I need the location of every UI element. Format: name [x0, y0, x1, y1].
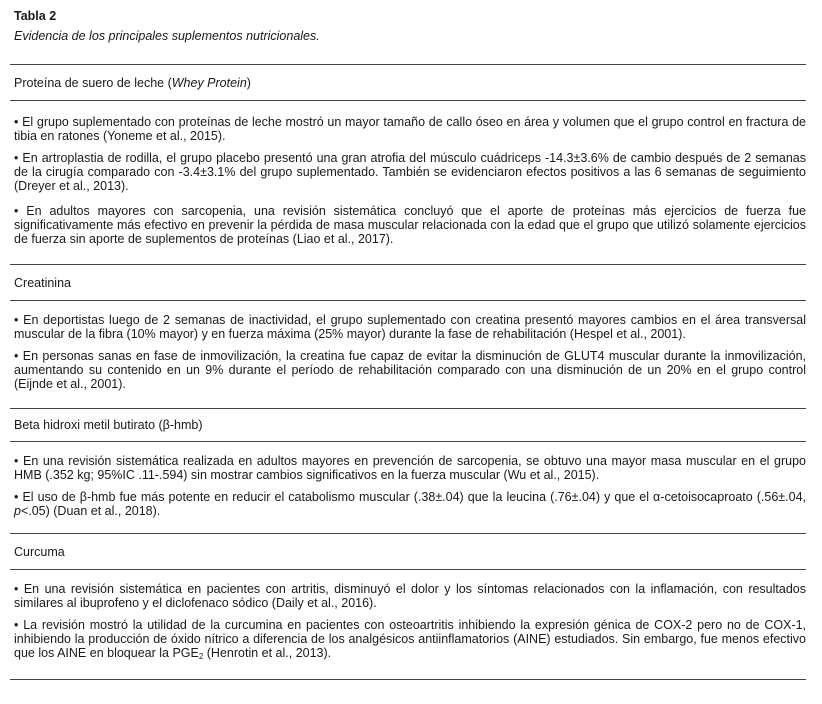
section-heading-whey-protein: Proteína de suero de leche (Whey Protein) — [14, 76, 251, 90]
section-rule — [10, 441, 806, 442]
section-rule — [10, 264, 806, 265]
section-heading-creatinina: Creatinina — [14, 276, 71, 290]
table-caption: Evidencia de los principales suplementos nutricionales. — [14, 29, 320, 43]
list-item: • El grupo suplementado con proteínas de leche mostró un mayor tamaño de callo óseo en área y volumen que el grupo control en fractura de tibia en ratones (Yoneme et al., 2015). — [14, 115, 806, 143]
list-item: • En deportistas luego de 2 semanas de inactividad, el grupo suplementado con creatina presentó mayores cambios en el área transversal muscular de la fibra (10% mayor) y en fuerza máxima (25% mayor) durante la fase de rehabilitación (Hespel et al., 2001). — [14, 313, 806, 341]
section-rule — [10, 100, 806, 101]
list-item: • En una revisión sistemática en pacientes con artritis, disminuyó el dolor y los síntomas relacionados con la inflamación, con resultados similares al ibuprofeno y el diclofenaco sódico (Daily et al., 2016). — [14, 582, 806, 610]
list-item: • La revisión mostró la utilidad de la curcumina en pacientes con osteoartritis inhibiendo la expresión génica de COX-2 pero no de COX-1, inhibiendo la producción de óxido nítrico a diferencia de los analgésicos antiinflamatorios (AINE) estudiados. Sin embargo, fue menos efectivo que los AINE en bloquear la $PGE_2$ (Henrotin et al., 2013). — [14, 618, 806, 661]
list-item: • En personas sanas en fase de inmovilización, la creatina fue capaz de evitar la disminución de GLUT4 muscular durante la inmovilización, aumentando su contenido en un 9% durante el período de rehabilitación comparado con una disminución de un 20% en el grupo control (Eijnde et al., 2001). — [14, 349, 806, 391]
section-heading-curcuma: Curcuma — [14, 545, 65, 559]
list-item: • El uso de β-hmb fue más potente en reducir el catabolismo muscular (.38±.04) que la leucina (.76±.04) y que el α-cetoisocaproato (.56±.04, p<.05) (Duan et al., 2018). — [14, 490, 806, 518]
list-item: • En artroplastia de rodilla, el grupo placebo presentó una gran atrofia del músculo cuádriceps -14.3±3.6% de cambio después de 2 semanas de la cirugía comparado con -3.4±3.1% del grupo suplementado. También se evidenciaron efectos positivos a las 6 semanas de seguimiento (Dreyer et al., 2013). — [14, 151, 806, 193]
list-item: • En una revisión sistemática realizada en adultos mayores en prevención de sarcopenia, se obtuvo una mayor masa muscular en el grupo HMB (.352 kg; 95%IC .11-.594) sin mostrar cambios significativos en la fuerza muscular (Wu et al., 2015). — [14, 454, 806, 482]
section-rule — [10, 300, 806, 301]
list-item: • En adultos mayores con sarcopenia, una revisión sistemática concluyó que el aporte de proteínas más ejercicios de fuerza fue significativamente más efectivo en prevenir la pérdida de masa muscular relacionada con la edad que el grupo que utilizó solamente ejercicios de fuerza sin aporte de suplementos de proteínas (Liao et al., 2017). — [14, 204, 806, 246]
table-top-rule — [10, 64, 806, 65]
section-rule — [10, 569, 806, 570]
section-rule — [10, 408, 806, 409]
section-heading-beta-hmb: Beta hidroxi metil butirato (β-hmb) — [14, 418, 203, 432]
section-rule — [10, 533, 806, 534]
table-bottom-rule — [10, 679, 806, 680]
table-label: Tabla 2 — [14, 9, 57, 23]
